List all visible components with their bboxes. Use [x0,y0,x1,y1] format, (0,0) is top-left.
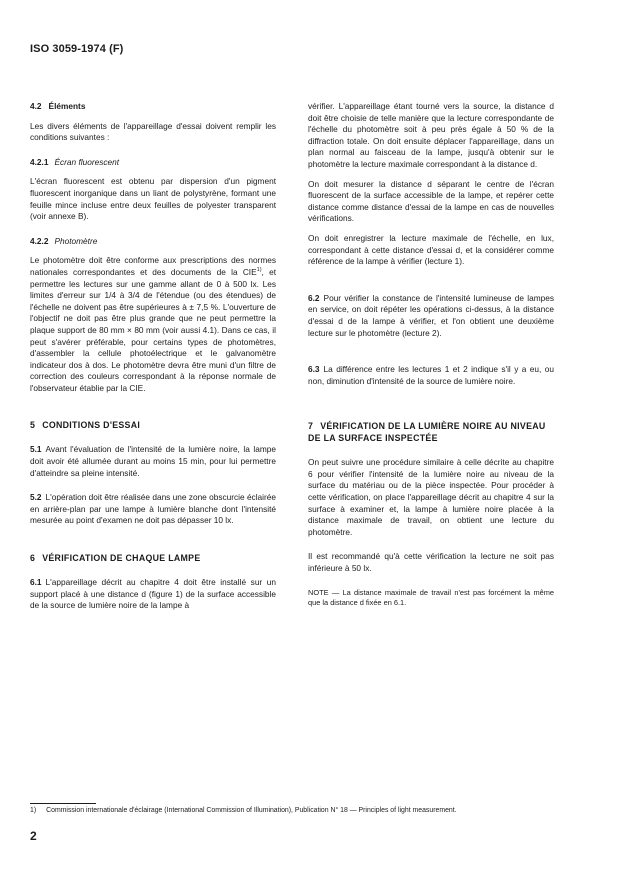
footnote-reference: 1) [256,267,262,274]
footnote-divider [30,803,96,804]
paragraph-4-2-2: Le photomètre doit être conforme aux prescriptions des normes nationales correspondantes et des documents de la CIE$^{1)}$, et permettre les lectures sur une gamme allant de 0 à 500 lx. Les limites d'erreur sur 1/4 à 3/4 de l'étendue (ou des étendues) de l'échelle ne doivent pas être supérieures à ± 7,5 %. L'ouverture de l'objectif ne doit pas être plus grande que ne peut permettre la plaque support de 80 mm × 80 mm (voir aussi 4.1). Dans ce cas, il peut s'avérer préférable, pour certains types de photomètres, d'assembler la cellule photoélectrique et le galvanomètre indicateur dos à dos. Le photomètre devra être muni d'un filtre de correction des couleurs correspondant à la réponse normale de l'observateur établie par la CIE. [30,255,277,393]
right-column [308,101,554,608]
footnote: 1) Commission internationale d'éclairage (International Commission of Illumination), Publication N° 18 — Principles of light measurement. [30,807,457,814]
section-heading-6: 6 VÉRIFICATION DE CHAQUE LAMPE [30,553,201,564]
section-heading-4-2: 4.2 Éléments [30,101,86,111]
paragraph-7-a: On peut suivre une procédure similaire à celle décrite au chapitre 6 pour vérifier l'intensité de la lumière noire au niveau de la surface du matériau ou de la pièce inspectée. Pour procéder à cette vérification, on place l'appareillage décrit au chapitre 4 sur la surface à examiner et, la lampe à lumière noire placée à la distance maximale de travail, on obtient une lecture du photomètre. [308,457,554,537]
paragraph-4-2: Les divers éléments de l'appareillage d'essai doivent remplir les conditions suivantes : [30,120,276,143]
paragraph-5-2: 5.2 L'opération doit être réalisée dans une zone obscurcie éclairée en arrière-plan par une lampe à lumière blanche dont l'intensité mesurée au point d'examen ne doit pas dépasser 10 lx. [30,492,276,526]
section-heading-4-2-1: 4.2.1 Écran fluorescent [30,156,120,167]
paragraph-4-2-1: L'écran fluorescent est obtenu par dispersion d'un pigment fluorescent inorganique dans un liant de polystyrène, formant une feuille mince incluse entre deux feuilles de polyester transparent (voir annexe B). [30,176,276,222]
document-header: ISO 3059-1974 (F) [30,43,124,55]
paragraph-6-2: 6.2 Pour vérifier la constance de l'intensité lumineuse de lampes en service, on doit répéter les opérations ci-dessus, à la distance d'essai d de la lampe à vérifier, et l'on obtient une deuxième lecture sur le photomètre (lecture 2). [308,292,554,338]
paragraph-5-1: 5.1 Avant l'évaluation de l'intensité de la lumière noire, la lampe doit avoir été allumée durant au moins 15 min, pour lui permettre d'atteindre sa pleine intensité. [30,444,276,478]
section-heading-5: 5 CONDITIONS D'ESSAI [30,420,141,431]
paragraph-6-3: 6.3 La différence entre les lectures 1 et 2 indique s'il y a eu, ou non, diminution d'intensité de la source de lumière noire. [308,364,554,386]
paragraph-7-b: Il est recommandé qu'à cette vérification la lecture ne soit pas inférieure à 50 lx. [308,551,554,574]
paragraph-6-1: 6.1 L'appareillage décrit au chapitre 4 doit être installé sur un support placé à une distance d (figure 1) de la surface accessible de la source de lumière noire de la lampe à [30,577,276,611]
left-column [30,101,276,612]
section-heading-7: 7 VÉRIFICATION DE LA LUMIÈRE NOIRE AU NIVEAU DE LA SURFACE INSPECTÉE [308,421,546,444]
section-heading-4-2-2: 4.2.2 Photomètre [30,235,98,246]
page-number: 2 [30,829,37,843]
paragraph-6-1-b: On doit mesurer la distance d séparant le centre de l'écran fluorescent de la surface accessible de la lampe, et repérer cette distance comme distance d'essai de la lampe en cas de nouvelles vérifications. [308,178,554,224]
note: NOTE — La distance maximale de travail n'est pas forcément la même que la distance d fixée en 6.1. [308,587,554,608]
paragraph-6-1-c: On doit enregistrer la lecture maximale de l'échelle, en lux, correspondant à cette distance d'essai d, et la considérer comme référence de la lampe à vérifier (lecture 1). [308,232,554,267]
paragraph-6-1-continued: vérifier. L'appareillage étant tourné vers la source, la distance d doit être choisie de telle manière que la lecture correspondante de l'échelle du photomètre soit à peu près égale à 50 % de la diffraction totale. On doit ensuite déplacer l'appareillage, dans un plan normal au faisceau de la lampe, jusqu'à obtenir sur le photomètre la lecture maximale correspondant à la distance d. [308,101,554,169]
